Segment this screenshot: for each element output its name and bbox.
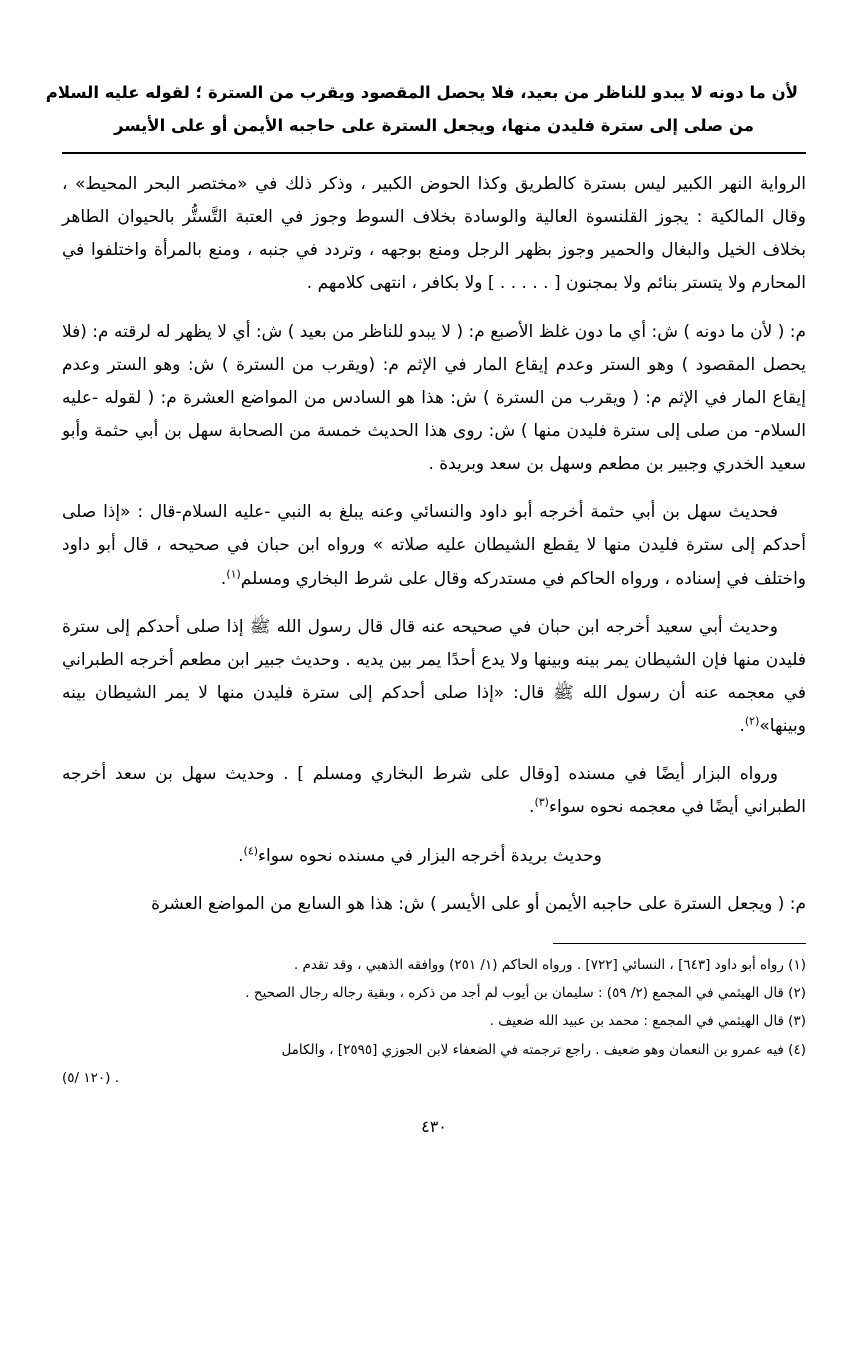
- footnote-ref-3: (٣): [534, 795, 549, 809]
- footnote-4-continuation: . (١٢٠ /٥): [62, 1070, 120, 1087]
- footnote-ref-2: (٢): [744, 714, 760, 728]
- paragraph-5: [62, 758, 806, 824]
- paragraph-3: [62, 496, 806, 595]
- footnote-ref-4: (٤): [243, 843, 259, 857]
- footnote-4: (٤) فيه عمرو بن النعمان وهو ضعيف . راجع ترجمته في الضعفاء لابن الجوزي [٢٥٩٥] ، والكامل: [281, 1041, 806, 1058]
- page-number: ٤٣٠: [421, 1117, 447, 1137]
- page-header: [45, 76, 798, 142]
- footnotes-block: [62, 952, 806, 1092]
- paragraph-3-text: فحديث سهل بن أبي حثمة أخرجه أبو داود والنسائي وعنه يبلغ به النبي -عليه السلام-قال : «إذا صلى أحدكم إلى سترة فليدن منها لا يقطع الشيطان عليه صلاته » ورواه ابن حبان في صحيحه ، قال أبو داود واختلف في إسناده ، ورواه الحاكم في مستدركه وقال على شرط البخاري ومسلم: [62, 502, 806, 589]
- paragraph-2: م: ( لأن ما دونه ) ش: أي ما دون غلظ الأصبع م: ( لا يبدو للناظر من بعيد ) ش: أي لا يظهر له لرقته م: (فلا يحصل المقصود ) وهو الستر وعدم إيقاع المار في الإثم م: (ويقرب من السترة ) ش: وهو الستر وعدم إيقاع المار في الإثم م: ( ويقرب من السترة ) ش: هذا هو السادس من المواضع العشرة م: ( لقوله -عليه السلام- من صلى إلى سترة فليدن منها ) ش: روى هذا الحديث خمسة من الصحابة سهل بن أبي حثمة وأبو سعيد الخدري وجبير بن مطعم وسهل بن سعد وبريدة .: [62, 321, 806, 475]
- paragraph-5-tail: .: [529, 797, 535, 818]
- footnote-3: (٣) قال الهيثمي في المجمع : محمد بن عبيد الله ضعيف .: [489, 1013, 806, 1030]
- body-text: [62, 168, 806, 921]
- footnote-2: (٢) قال الهيثمي في المجمع (٢/ ٥٩) : سليمان بن أيوب لم أجد من ذكره ، وبقية رجاله رجال الصحيح .: [245, 985, 806, 1002]
- paragraph-6-text: وحديث بريدة أخرجه البزار في مسنده نحوه سواء: [258, 845, 602, 866]
- header-line-2: من صلى إلى سترة فليدن منها، ويجعل السترة على حاجبه الأيمن أو على الأيسر: [114, 116, 754, 135]
- paragraph-1: الرواية النهر الكبير ليس بسترة كالطريق وكذا الحوض الكبير ، وذكر ذلك في «مختصر البحر المحيط» ، وقال المالكية : يجوز القلنسوة العالية والوسادة بخلاف السوط وجوز في العتبة التَّستُّر بالحيوان الطاهر بخلاف الخيل والبغال والحمير وجوز بظهر الرجل ومنع بوجهه ، وتردد في جنبه ، ومنع بالمرأة واختلفوا في المحارم ولا يتستر بنائم ولا بمجنون [ . . . . . ] ولا بكافر ، انتهى كلامهم .: [62, 174, 806, 294]
- paragraph-3-tail: .: [220, 568, 227, 589]
- header-line-1: لأن ما دونه لا يبدو للناظر من بعيد، فلا يحصل المقصود ويقرب من السترة ؛ لقوله عليه السلام: [45, 83, 798, 102]
- footnote-1: (١) رواه أبو داود [٦٤٣] ، النسائي [٧٢٢] . ورواه الحاكم (١/ ٢٥١) ووافقه الذهبي ، وقد تقدم .: [293, 956, 806, 973]
- header-divider: [62, 152, 806, 154]
- paragraph-4-text: وحديث أبي سعيد أخرجه ابن حبان في صحيحه عنه قال قال رسول الله ﷺ إذا صلى أحدكم إلى سترة فليدن منها فإن الشيطان يمر بينه وبينها ولا يدع أحدًا يمر بين يديه . وحديث جبير ابن مطعم أخرجه الطبراني في معجمه عنه أن رسول الله ﷺ قال: «إذا صلى أحدكم إلى سترة فليدن منها لا يمر الشيطان بينه وبينها»: [62, 616, 806, 737]
- paragraph-4-tail: .: [739, 716, 745, 737]
- paragraph-7: م: ( ويجعل السترة على حاجبه الأيمن أو على الأيسر ) ش: هذا هو السابع من المواضع العشرة: [151, 893, 806, 914]
- paragraph-6-tail: .: [238, 845, 244, 866]
- paragraph-6: [62, 840, 806, 873]
- paragraph-4: [62, 611, 806, 744]
- footnote-divider: [553, 943, 806, 944]
- footnote-ref-1: (١): [226, 566, 241, 580]
- paragraph-5-text: ورواه البزار أيضًا في مسنده [وقال على شرط البخاري ومسلم ] . وحديث سهل بن سعد أخرجه الطبراني أيضًا في معجمه نحوه سواء: [62, 764, 806, 818]
